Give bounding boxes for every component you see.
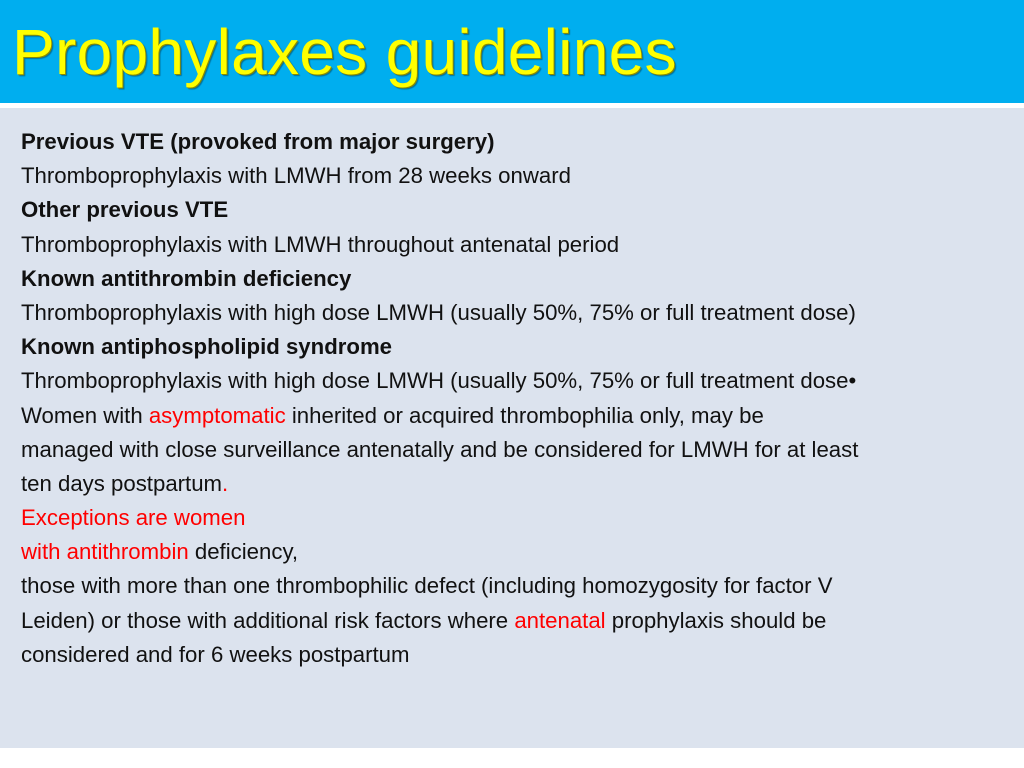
section-heading-other-previous-vte: Other previous VTE — [21, 197, 229, 223]
section-text-other-previous-vte: Thromboprophylaxis with LMWH throughout antenatal period — [21, 231, 620, 257]
paragraph-line-1-end: inherited or acquired thrombophilia only, may be — [285, 402, 764, 428]
highlight-with-antithrombin: with antithrombin — [21, 539, 189, 565]
paragraph-line-1-start: Women with — [21, 402, 149, 428]
highlight-period: . — [222, 470, 229, 496]
section-heading-antiphospholipid-syndrome: Known antiphospholipid syndrome — [21, 334, 393, 360]
section-heading-antithrombin-deficiency: Known antithrombin deficiency — [21, 265, 352, 291]
exceptions-line-2 — [21, 535, 1015, 569]
exceptions-line-5: considered and for 6 weeks postpartum — [21, 641, 410, 667]
section-heading-previous-vte-provoked: Previous VTE (provoked from major surgery) — [21, 129, 495, 154]
slide-title: Prophylaxes guidelines — [12, 16, 677, 88]
exceptions-line-2-end: deficiency, — [188, 539, 299, 565]
exceptions-line-3: those with more than one thrombophilic defect (including homozygosity for factor V — [21, 573, 833, 599]
highlight-asymptomatic: asymptomatic — [148, 402, 286, 428]
content-body — [21, 125, 1015, 672]
exceptions-line-4-end: prophylaxis should be — [605, 607, 827, 633]
exceptions-line-4-start: Leiden) or those with additional risk factors where — [21, 607, 515, 633]
exceptions-line-4 — [21, 604, 1015, 638]
paragraph-line-3-text: ten days postpartum — [21, 470, 223, 496]
paragraph-line-3 — [21, 467, 1015, 501]
section-text-previous-vte-provoked: Thromboprophylaxis with LMWH from 28 weeks onward — [21, 163, 571, 189]
section-text-antithrombin-deficiency: Thromboprophylaxis with high dose LMWH (usually 50%, 75% or full treatment dose) — [21, 299, 856, 325]
paragraph-line-2: managed with close surveillance antenatally and be considered for LMWH for at least — [21, 436, 859, 462]
highlight-antenatal: antenatal — [514, 607, 606, 633]
paragraph-line-1 — [21, 399, 1015, 433]
exceptions-line-1: Exceptions are women — [21, 505, 246, 531]
section-text-antiphospholipid-syndrome: Thromboprophylaxis with high dose LMWH (usually 50%, 75% or full treatment dose• — [21, 368, 857, 394]
